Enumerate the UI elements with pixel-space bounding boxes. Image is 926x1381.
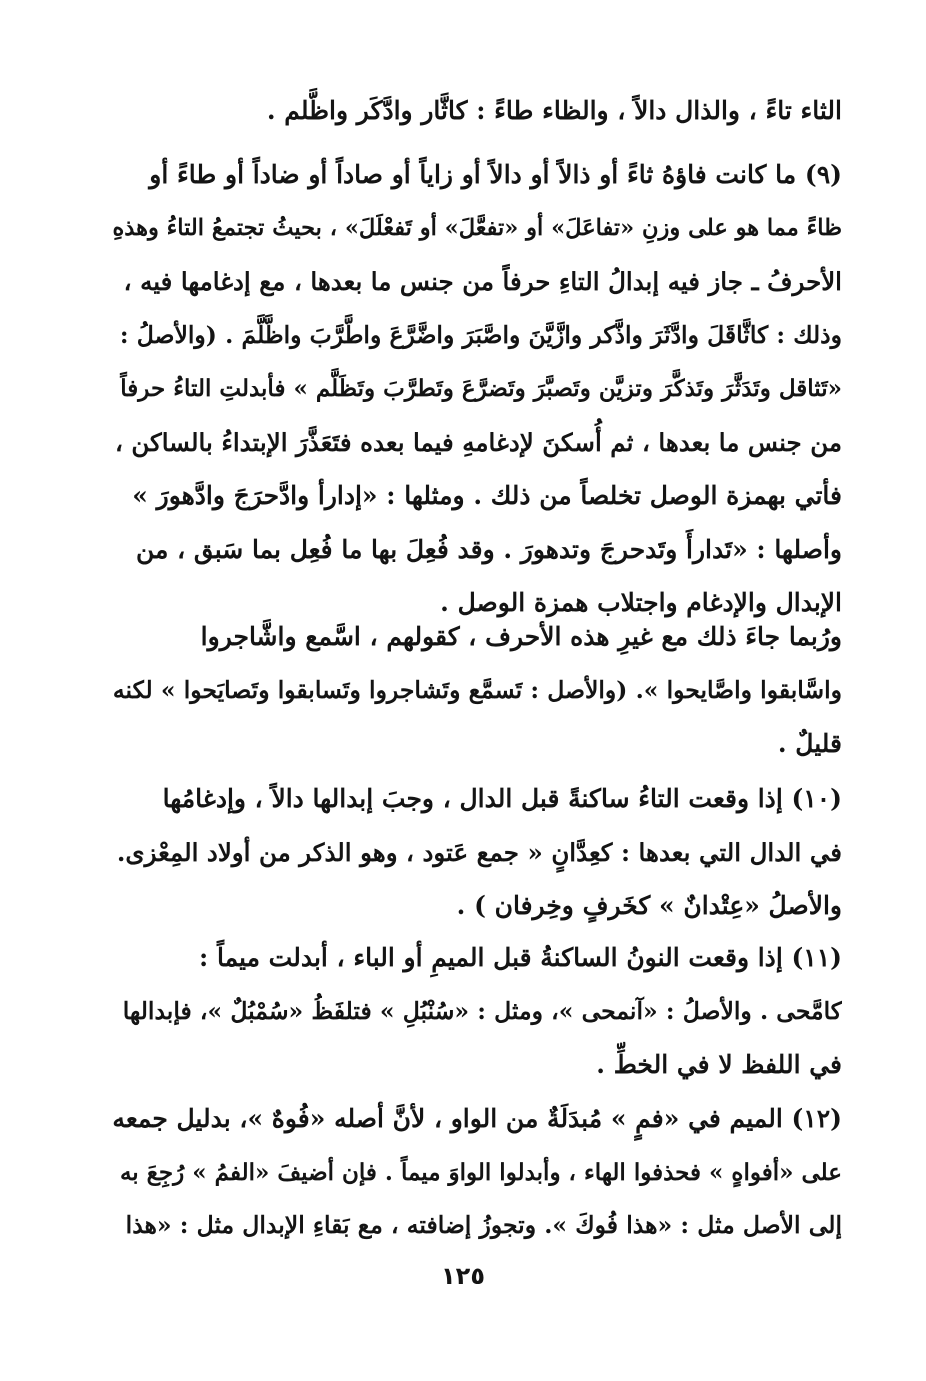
text-line: الثاء تاءً ، والذال دالاً ، والظاء طاءً : كاثَّار وادَّكَر واظَّلم . <box>266 96 842 125</box>
text-line: (٩) ما كانت فاؤهُ ثاءً أو ذالاً أو دالاً أو زاياً أو صاداً أو ضاداً أو طاءً أو <box>149 160 842 189</box>
text-line: والأصلُ «عِتْدانٌ » كخَرفٍ وخِرفان ) . <box>456 891 842 920</box>
text-line: كامَّحى . والأصلُ : «آنمحى »، ومثل : «سُنْبُلِ » فتلفَظُ «سُمْبُلٌ »، فإبدالها <box>122 996 842 1025</box>
text-line: على «أفواهٍ » فحذفوا الهاء ، وأبدلوا الواوَ ميماً . فإن أضيفَ «الفمُ » رُجِعَ به <box>119 1158 842 1186</box>
text-line: فأتي بهمزة الوصل تخلصاً من ذلك . ومثلها : «إدارأ وادَّحرَجَ وادَّهورَ » <box>132 481 842 510</box>
text-line: ظاءً مما هو على وزنِ «تفاعَلَ» أو «تفعَّلَ» أو تَفعْلَلَ» ، بحيثُ تجتمعُ التاءُ وهذهِ <box>112 214 842 241</box>
text-line: (١١) إذا وقعت النونُ الساكنةُ قبل الميمِ أو الباء ، أبدلت ميماً : <box>199 943 842 972</box>
text-line: (١٢) الميم في «فمٍ » مُبدَلَةٌ من الواو ، لأنَّ أصله «فُوهٌ »، بدليل جمعه <box>112 1104 842 1133</box>
text-line: وأصلها : «تَدارأَ وتَدحرجَ وتدهورَ . وقد فُعِلَ بها ما فُعِل بما سَبق ، من <box>136 534 842 564</box>
paragraph-3 <box>112 610 842 771</box>
paragraph-1 <box>112 84 842 138</box>
text-line: الأحرفُ ـ جاز فيه إبدالُ التاءِ حرفاً من جنس ما بعدها ، مع إدغامها فيه ، <box>123 267 842 296</box>
paragraph-6 <box>112 1092 842 1253</box>
page-number: ١٢٥ <box>441 1262 485 1290</box>
text-line: (١٠) إذا وقعت التاءُ ساكنةً قبل الدال ، وجبَ إبدالها دالاً ، وإدغامُها <box>162 784 842 813</box>
text-line: واسَّابقوا واصَّايحوا ». (والأصل : تَسمَّع وتَشاجروا وتَسابقوا وتَصايَحوا » لكنه <box>112 675 842 704</box>
text-line: في الدال التي بعدها : كعِدَّانٍ « جمع عَتود ، وهو الذكر من أولاد المِعْزى. <box>116 837 842 867</box>
paragraph-5 <box>112 931 842 1092</box>
text-line: قليلٌ . <box>777 729 842 758</box>
paragraph-2 <box>112 148 842 630</box>
text-line: وذلك : كاثَّاقَلَ وادَّثَرَ واذَّكر وازَّيَّنَ واصَّبَرَ واضَّرَّعَ واطَّرَّبَ واظَّلَّمَ . (والأصلُ : <box>119 320 842 349</box>
text-line: في اللفظ لا في الخطِّ . <box>596 1050 842 1079</box>
paragraph-4 <box>112 772 842 933</box>
text-line: الإبدال والإدغام واجتلاب همزة الوصل . <box>440 588 842 617</box>
text-line: إلى الأصل مثل : «هذا فُوكَ ». وتجوزُ إضافته ، مع بَقاءِ الإبدال مثل : «هذا <box>125 1211 842 1239</box>
text-line: «تَثاقل وتَدَثَّرَ وتَذكَّرَ وتزيَّن وتَصبَّرَ وتَضرَّعَ وتَطرَّبَ وتَظَلَّم » فأبدلتِ التاءُ حرفاً <box>120 375 842 402</box>
text-line: ورُبما جاءَ ذلك مع غيرِ هذه الأحرف ، كقولهم ، اسَّمع واشَّاجروا <box>200 622 842 651</box>
text-line: من جنس ما بعدها ، ثم أُسكنَ لإدغامهِ فيما بعده فتَعَذَّرَ الإبتداءُ بالساكن ، <box>114 427 842 457</box>
